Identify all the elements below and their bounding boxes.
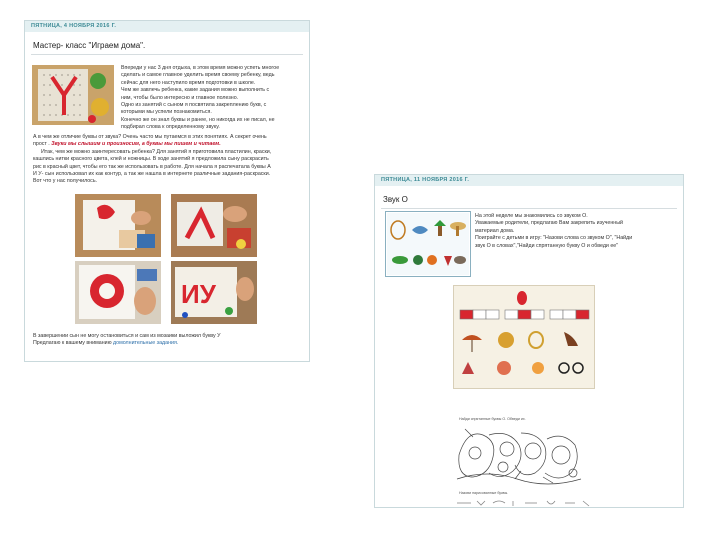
intro-text <box>121 65 307 132</box>
post-panel-left <box>24 20 310 362</box>
lesson-line: материал дома. <box>475 227 515 234</box>
drawn-letters-strip <box>455 499 605 507</box>
letters-iu-photo-image <box>171 261 257 324</box>
post-date: ПЯТНИЦА, 4 НОЯБРЯ 2016 Г. <box>25 21 309 32</box>
sound-o-pictures-card[interactable] <box>385 211 471 277</box>
sound-position-game-image <box>454 286 594 388</box>
letter-o-photo-image <box>75 261 161 324</box>
worksheet-caption-hidden-letters: Найди спрятанные буквы О. Обведи их. <box>459 417 526 421</box>
intro-line: которыми мы успели познакомиться. <box>121 109 212 116</box>
paragraph-line: Вот что у нас получилось. <box>33 178 98 185</box>
worksheet-caption-drawn-letters: Назови нарисованные буквы. <box>459 491 509 495</box>
intro-line: сделать и самое главное уделить время своему ребенку, ведь <box>121 72 275 79</box>
post-panel-right <box>374 174 684 508</box>
question-line: А в чем же отличие буквы от звука? Очень часто мы путаемся в этих понятиях. А секрет очень <box>33 134 267 140</box>
pictures-with-sound-o-image <box>386 212 470 276</box>
closing-line: В завершении сын не могу остановиться и сам из мозаики выложил букву У <box>33 333 221 339</box>
intro-line: ним, чтобы было интересно и главное полезно. <box>121 94 239 101</box>
intro-line: Впереди у нас 3 дня отдыха, в этом время можно успеть многое <box>121 65 280 71</box>
hidden-letters-worksheet[interactable] <box>455 425 583 487</box>
main-text <box>33 134 309 186</box>
post-title[interactable]: Звук О <box>383 195 408 204</box>
gluing-photo-image <box>171 194 257 257</box>
hidden-letters-drawing-image <box>455 425 583 487</box>
collage-photo-4[interactable] <box>171 261 257 324</box>
collage-photo-3[interactable] <box>75 261 161 324</box>
intro-line: сейчас для него наступило время подготовки в школе. <box>121 79 256 86</box>
painting-photo-image <box>75 194 161 257</box>
paragraph-line: рис в красный цвет, чтобы его так же использовать в работе. Для начала я распечатала буквы А <box>33 163 271 170</box>
sound-position-game-card[interactable] <box>453 285 595 389</box>
title-divider <box>31 54 303 55</box>
lesson-text <box>475 213 679 250</box>
closing-prefix: Предлагаю к вашему вниманию <box>33 340 114 347</box>
lesson-line: На этой неделе мы знакомились со звуком О. <box>475 213 588 219</box>
mosaic-letter-image <box>32 65 114 125</box>
answer-prefix: прост . <box>33 141 50 148</box>
intro-line: Конечно же он знал буквы и ранее, но никогда их не писал, не <box>121 116 275 123</box>
post-date: ПЯТНИЦА, 11 НОЯБРЯ 2016 Г. <box>375 175 683 186</box>
lesson-line: звук О в словах","Найди спрятанную букву О и обведи ее" <box>475 242 619 249</box>
closing-text <box>33 333 309 348</box>
emphasis-text: Звуки мы слышим и произносим, а буквы мы пишем и читаем. <box>51 141 221 148</box>
lesson-line: Поиграйте с детьми в игру: "Назови слова со звуком О", "Найди <box>475 235 633 242</box>
paragraph-line: И У- сын использовал их как контур, а так же нашла в интернете различные задания-раскраски. <box>33 171 271 178</box>
post-title[interactable]: Мастер- класс "Играем дома". <box>33 41 146 50</box>
intro-line: Одно из занятий с сыном я посвятила закреплению букв, с <box>121 102 267 109</box>
title-divider <box>381 208 677 209</box>
lesson-photo-main[interactable] <box>32 65 114 125</box>
answer-line <box>33 141 309 148</box>
intro-line: Чем же завлечь ребенка, какие задания можно выполнить с <box>121 87 270 94</box>
closing-line-with-link <box>33 340 309 347</box>
intro-line: подбирал слова к определенному звуку. <box>121 124 220 131</box>
collage-photo-2[interactable] <box>171 194 257 257</box>
lesson-line: Уважаемые родители, предлагаю Вам закрепить изученный <box>475 220 623 227</box>
additional-tasks-link[interactable]: домолнительные задания. <box>113 340 179 347</box>
collage-photo-1[interactable] <box>75 194 161 257</box>
paragraph-line: кашлись нитки красного цвета, клей и ножницы. В ходе занятий я предложила сыну раскрасить <box>33 156 269 163</box>
svg-text:ИУ: ИУ <box>181 279 216 309</box>
paragraph-line: Итак, чем же можно заинтересовать ребенка? Для занятий я приготовила пластилин, краски, <box>41 148 272 155</box>
